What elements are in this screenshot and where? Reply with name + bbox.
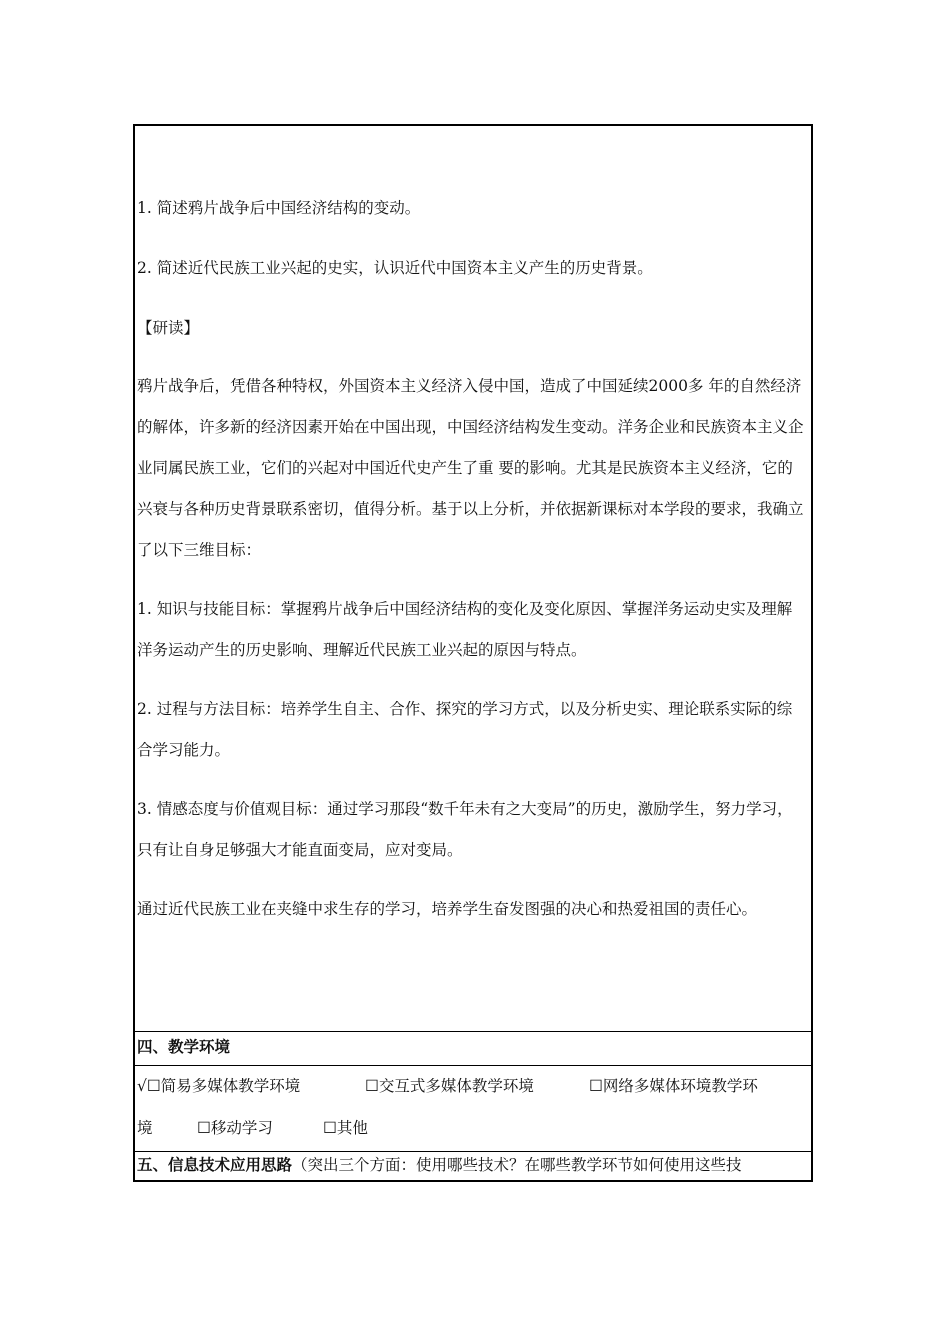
objectives-cell <box>135 126 811 1032</box>
study-heading: 【研读】 <box>137 319 200 337</box>
option-network-multimedia[interactable]: ☐网络多媒体环境教学环 <box>589 1077 758 1095</box>
section-5-heading-row <box>135 1152 811 1180</box>
study-paragraph: 鸦片战争后，凭借各种特权，外国资本主义经济入侵中国，造成了中国延续2000多 年的自然经济的解体，许多新的经济因素开始在中国出现，中国经济结构发生变动。洋务企业和民族资本主义企业同属民族工业，它们的兴起对中国近代史产生了重 要的影响。尤其是民族资本主义经济，它的兴衰与各种历史背景联系密切，值得分析。基于以上分析，并依据新课标对本学段的要求，我确立了以下三维目标： <box>137 377 804 559</box>
goal-emotion: 3. 情感态度与价值观目标：通过学习那段“数千年未有之大变局”的历史，激励学生，努力学习，只有让自身足够强大才能直面变局，应对变局。 <box>137 800 793 859</box>
option-interactive-multimedia[interactable]: ☐交互式多媒体教学环境 <box>365 1077 534 1095</box>
goal-process: 2. 过程与方法目标：培养学生自主、合作、探究的学习方式，以及分析史实、理论联系实际的综合学习能力。 <box>137 700 793 759</box>
teaching-environment-options <box>135 1066 811 1152</box>
option-network-multimedia-cont: 境 <box>137 1119 153 1137</box>
lesson-plan-table <box>133 124 813 1182</box>
section-4-heading: 四、教学环境 <box>135 1032 811 1066</box>
goal-closing: 通过近代民族工业在夹缝中求生存的学习，培养学生奋发图强的决心和热爱祖国的责任心。 <box>137 900 758 918</box>
objective-item-1: 1. 简述鸦片战争后中国经济结构的变动。 <box>137 199 421 217</box>
section-5-note: （突出三个方面：使用哪些技术？在哪些教学环节如何使用这些技 <box>292 1156 742 1174</box>
option-simple-multimedia[interactable]: √☐简易多媒体教学环境 <box>137 1077 301 1095</box>
option-other[interactable]: ☐其他 <box>323 1119 368 1137</box>
objective-item-2: 2. 简述近代民族工业兴起的史实，认识近代中国资本主义产生的历史背景。 <box>137 259 653 277</box>
section-5-heading: 五、信息技术应用思路 <box>137 1155 293 1174</box>
option-mobile-learning[interactable]: ☐移动学习 <box>197 1119 273 1137</box>
goal-knowledge: 1. 知识与技能目标：掌握鸦片战争后中国经济结构的变化及变化原因、掌握洋务运动史实及理解洋务运动产生的历史影响、理解近代民族工业兴起的原因与特点。 <box>137 600 793 659</box>
